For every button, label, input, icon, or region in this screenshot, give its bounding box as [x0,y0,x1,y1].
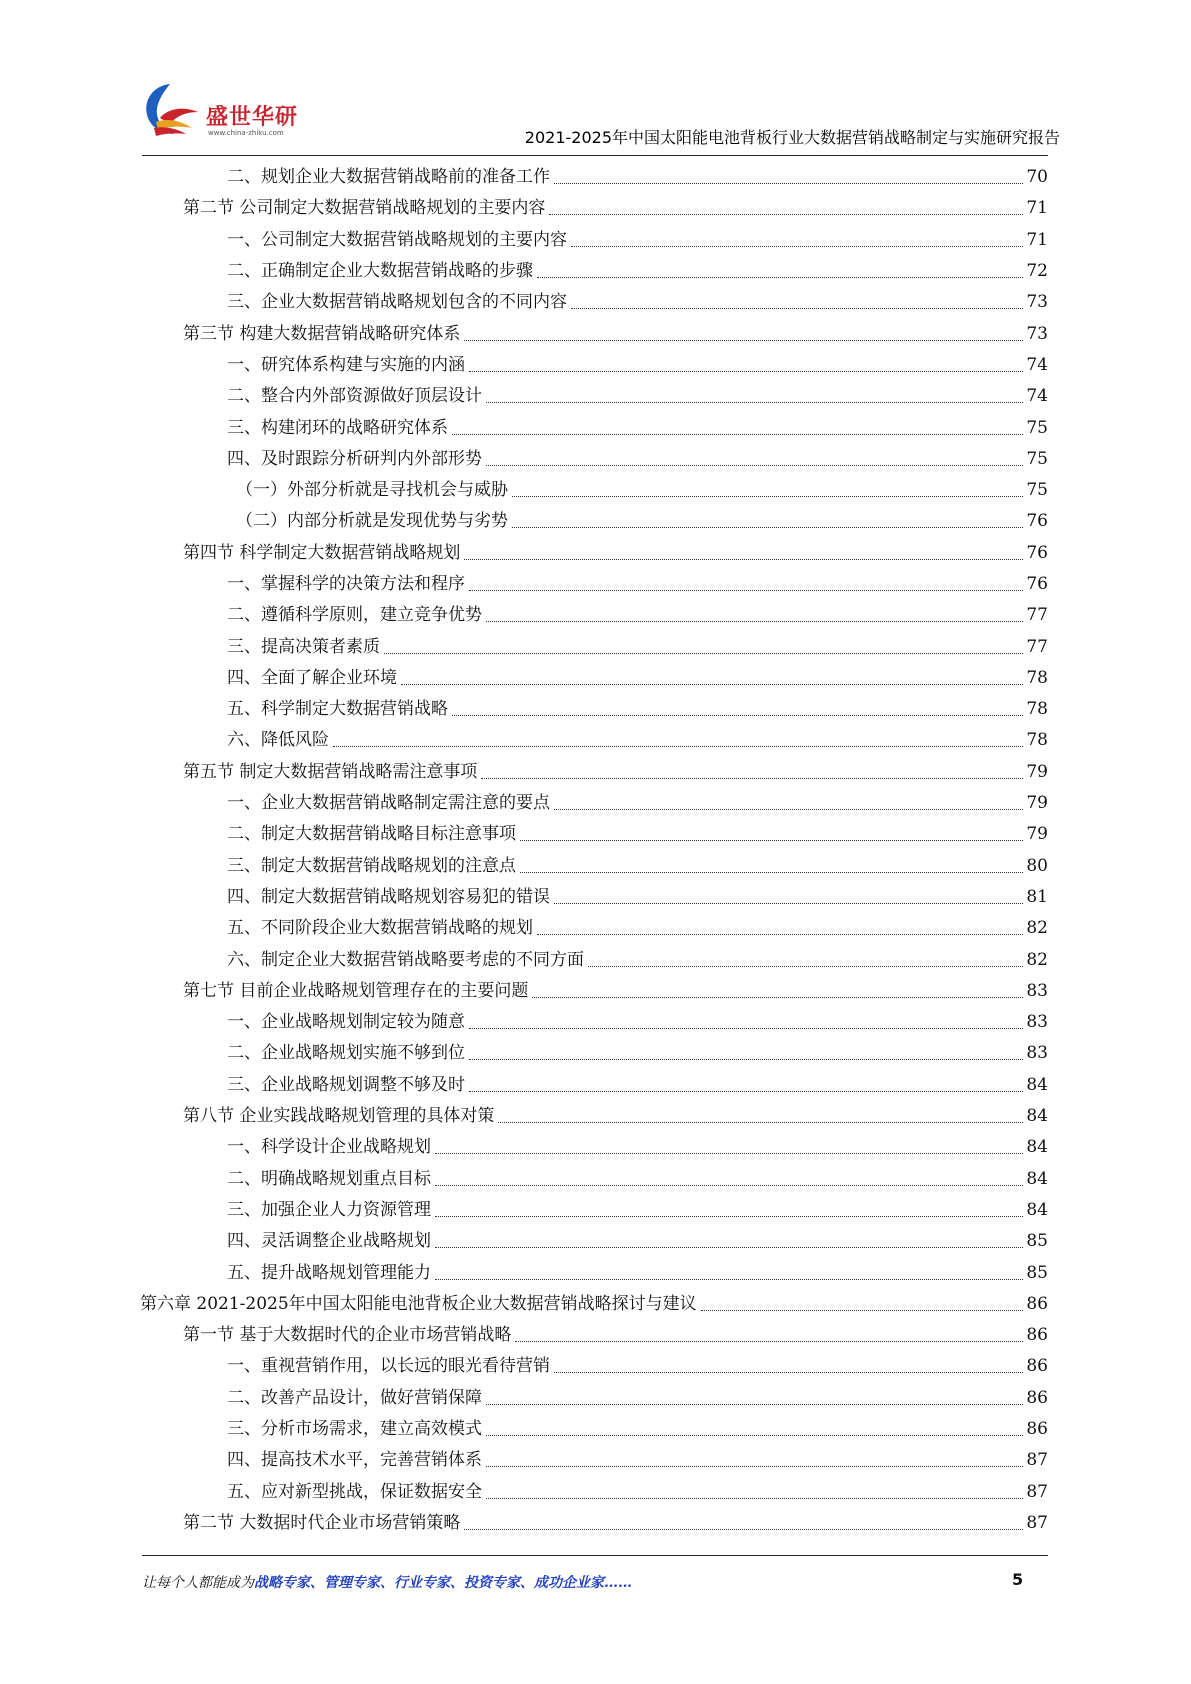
toc-entry-page: 83 [1026,980,1048,1001]
toc-entry[interactable] [140,381,1048,412]
toc-entry-label: 一、科学设计企业战略规划 [227,1137,431,1158]
toc-dot-leader [549,214,1023,215]
toc-entry[interactable] [140,538,1048,569]
toc-dot-leader [464,1529,1023,1530]
toc-entry[interactable] [140,1101,1048,1132]
toc-dot-leader [486,1466,1023,1467]
toc-dot-leader [435,1153,1023,1154]
toc-entry[interactable] [140,1257,1048,1288]
toc-entry-label: 一、研究体系构建与实施的内涵 [227,354,465,375]
toc-entry-page: 83 [1026,1012,1048,1033]
toc-entry[interactable] [140,569,1048,600]
toc-entry-label: （二）内部分析就是发现优势与劣势 [236,511,508,532]
toc-entry-page: 71 [1026,198,1048,219]
toc-entry[interactable] [140,757,1048,788]
toc-entry-label: 一、企业大数据营销战略制定需注意的要点 [227,793,550,814]
logo-url: www.china-zhiku.com [208,129,284,137]
toc-entry-label: 三、分析市场需求，建立高效模式 [227,1419,482,1440]
toc-entry[interactable] [140,1289,1048,1320]
toc-entry-label: （一）外部分析就是寻找机会与威胁 [236,480,508,501]
toc-entry-page: 81 [1026,886,1048,907]
toc-entry-page: 84 [1026,1199,1048,1220]
toc-entry[interactable] [140,600,1048,631]
toc-dot-leader [401,684,1023,685]
toc-dot-leader [537,277,1023,278]
toc-dot-leader [554,1372,1023,1373]
toc-dot-leader [481,778,1023,779]
toc-dot-leader [701,1310,1023,1311]
toc-dot-leader [588,966,1023,967]
toc-entry-page: 86 [1026,1325,1048,1346]
toc-entry-label: 第六章 2021-2025年中国太阳能电池背板企业大数据营销战略探讨与建议 [140,1293,697,1314]
toc-entry[interactable] [140,193,1048,224]
toc-entry[interactable] [140,694,1048,725]
toc-entry-page: 75 [1026,448,1048,469]
toc-entry-label: 一、企业战略规划制定较为随意 [227,1012,465,1033]
toc-dot-leader [435,1279,1023,1280]
toc-entry-page: 79 [1026,793,1048,814]
toc-entry-label: 三、构建闭环的战略研究体系 [227,417,448,438]
toc-dot-leader [571,308,1023,309]
toc-dot-leader [486,465,1023,466]
toc-entry[interactable] [140,913,1048,944]
toc-entry-page: 76 [1026,574,1048,594]
toc-entry-label: 三、企业大数据营销战略规划包含的不同内容 [227,292,567,313]
toc-entry-label: 六、制定企业大数据营销战略要考虑的不同方面 [227,949,584,970]
toc-entry-page: 77 [1026,605,1048,626]
toc-dot-leader [498,1122,1023,1123]
toc-entry[interactable] [140,318,1048,349]
toc-entry[interactable] [140,1164,1048,1195]
toc-dot-leader [464,559,1023,560]
toc-entry-label: 四、及时跟踪分析研判内外部形势 [227,448,482,469]
toc-entry-label: 一、重视营销作用，以长远的眼光看待营销 [227,1356,550,1377]
toc-entry-label: 二、改善产品设计，做好营销保障 [227,1387,482,1408]
toc-entry-page: 79 [1026,824,1048,845]
toc-entry-page: 76 [1026,511,1048,532]
toc-entry[interactable] [140,1383,1048,1414]
table-of-contents [140,162,1048,1539]
toc-entry[interactable] [140,1320,1048,1351]
toc-entry-page: 82 [1026,918,1048,939]
toc-dot-leader [520,840,1023,841]
toc-entry-page: 84 [1026,1106,1048,1127]
toc-entry-page: 70 [1026,167,1048,188]
toc-dot-leader [469,590,1023,591]
footer-slogan-highlight: 战略专家、管理专家、行业专家、投资专家、成功企业家…… [254,1575,632,1591]
page-number: 5 [1012,1570,1024,1589]
toc-entry[interactable] [140,1007,1048,1038]
toc-dot-leader [486,621,1023,622]
toc-entry[interactable] [140,944,1048,975]
toc-entry[interactable] [140,1351,1048,1382]
toc-entry[interactable] [140,506,1048,537]
toc-dot-leader [554,903,1023,904]
toc-entry-page: 84 [1026,1137,1048,1158]
toc-entry-label: 第八节 企业实践战略规划管理的具体对策 [183,1106,495,1127]
toc-dot-leader [486,1435,1023,1436]
toc-dot-leader [333,746,1023,747]
toc-entry-label: 五、不同阶段企业大数据营销战略的规划 [227,918,533,939]
toc-entry[interactable] [140,631,1048,662]
toc-entry-label: 二、企业战略规划实施不够到位 [227,1043,465,1064]
toc-entry-label: 第四节 科学制定大数据营销战略规划 [183,542,461,563]
toc-entry-label: 五、提升战略规划管理能力 [227,1262,431,1283]
toc-entry[interactable] [140,1508,1048,1539]
toc-entry-page: 85 [1026,1262,1048,1283]
toc-entry[interactable] [140,976,1048,1007]
toc-entry-label: 三、提高决策者素质 [227,636,380,657]
toc-dot-leader [469,1091,1023,1092]
toc-entry-page: 87 [1026,1512,1048,1533]
toc-entry[interactable] [140,256,1048,287]
toc-dot-leader [537,934,1023,935]
toc-entry-page: 86 [1026,1387,1048,1408]
toc-entry-page: 87 [1026,1450,1048,1471]
toc-dot-leader [512,496,1023,497]
toc-entry-label: 四、提高技术水平，完善营销体系 [227,1450,482,1471]
toc-entry[interactable] [140,225,1048,256]
toc-entry-page: 73 [1026,292,1048,313]
toc-entry-label: 二、规划企业大数据营销战略前的准备工作 [227,167,550,188]
logo-icon [140,78,204,142]
toc-entry-label: 三、企业战略规划调整不够及时 [227,1074,465,1095]
toc-entry-label: 一、公司制定大数据营销战略规划的主要内容 [227,229,567,250]
toc-entry-page: 84 [1026,1168,1048,1189]
toc-dot-leader [571,246,1023,247]
toc-entry-label: 第二节 公司制定大数据营销战略规划的主要内容 [183,198,546,219]
toc-entry[interactable] [140,725,1048,756]
toc-dot-leader [520,872,1023,873]
report-title: 2021-2025年中国太阳能电池背板行业大数据营销战略制定与实施研究报告 [524,128,1060,147]
toc-entry-page: 77 [1026,636,1048,657]
toc-entry-label: 四、制定大数据营销战略规划容易犯的错误 [227,886,550,907]
toc-entry-page: 83 [1026,1043,1048,1064]
toc-entry[interactable] [140,162,1048,193]
footer-slogan [142,1572,632,1592]
toc-entry[interactable] [140,663,1048,694]
toc-entry-page: 86 [1026,1293,1048,1314]
toc-entry[interactable] [140,1038,1048,1069]
toc-entry-label: 第二节 大数据时代企业市场营销策略 [183,1512,461,1533]
footer-slogan-prefix: 让每个人都能成为 [142,1575,254,1591]
toc-dot-leader [435,1185,1023,1186]
toc-entry-label: 六、降低风险 [227,730,329,751]
logo-name: 盛世华研 [206,105,299,130]
toc-dot-leader [435,1216,1023,1217]
toc-entry-page: 78 [1026,667,1048,688]
toc-entry-label: 四、灵活调整企业战略规划 [227,1231,431,1252]
toc-entry[interactable] [140,287,1048,318]
toc-entry[interactable] [140,1445,1048,1476]
toc-entry-label: 三、制定大数据营销战略规划的注意点 [227,855,516,876]
toc-dot-leader [469,1059,1023,1060]
toc-entry[interactable] [140,882,1048,913]
toc-entry-page: 86 [1026,1356,1048,1377]
toc-entry-label: 二、明确战略规划重点目标 [227,1168,431,1189]
toc-dot-leader [486,1404,1023,1405]
toc-dot-leader [384,653,1023,654]
toc-entry-page: 75 [1026,417,1048,438]
toc-entry[interactable] [140,1132,1048,1163]
toc-dot-leader [452,434,1023,435]
toc-entry-label: 二、整合内外部资源做好顶层设计 [227,386,482,407]
toc-dot-leader [486,402,1023,403]
header-divider [142,155,1048,156]
toc-entry[interactable] [140,1476,1048,1507]
toc-entry-label: 三、加强企业人力资源管理 [227,1199,431,1220]
toc-entry-label: 一、掌握科学的决策方法和程序 [227,574,465,594]
toc-entry-label: 二、制定大数据营销战略目标注意事项 [227,824,516,845]
toc-entry-label: 二、正确制定企业大数据营销战略的步骤 [227,261,533,282]
toc-entry-page: 78 [1026,699,1048,720]
toc-entry[interactable] [140,444,1048,475]
toc-entry[interactable] [140,1226,1048,1257]
toc-entry-page: 87 [1026,1481,1048,1502]
toc-dot-leader [435,1247,1023,1248]
toc-entry-page: 79 [1026,761,1048,782]
toc-dot-leader [515,1341,1023,1342]
toc-entry-label: 五、科学制定大数据营销战略 [227,699,448,720]
toc-entry-page: 84 [1026,1074,1048,1095]
toc-entry[interactable] [140,1070,1048,1101]
toc-entry[interactable] [140,1414,1048,1445]
toc-dot-leader [554,809,1023,810]
toc-entry-page: 76 [1026,542,1048,563]
toc-dot-leader [469,1028,1023,1029]
toc-entry[interactable] [140,475,1048,506]
toc-entry-page: 72 [1026,261,1048,282]
toc-entry[interactable] [140,1195,1048,1226]
toc-entry-page: 82 [1026,949,1048,970]
toc-entry-label: 五、应对新型挑战，保证数据安全 [227,1481,482,1502]
toc-entry-page: 86 [1026,1419,1048,1440]
toc-entry-label: 第七节 目前企业战略规划管理存在的主要问题 [183,980,529,1001]
toc-entry-label: 二、遵循科学原则，建立竞争优势 [227,605,482,626]
toc-dot-leader [464,340,1023,341]
toc-entry-page: 78 [1026,730,1048,751]
toc-entry[interactable] [140,788,1048,819]
toc-entry-page: 71 [1026,229,1048,250]
toc-dot-leader [469,371,1023,372]
toc-entry-label: 四、全面了解企业环境 [227,667,397,688]
toc-dot-leader [452,715,1023,716]
toc-dot-leader [554,183,1023,184]
footer-divider [142,1555,1048,1556]
company-logo [140,78,340,148]
toc-entry[interactable] [140,851,1048,882]
toc-entry[interactable] [140,412,1048,443]
toc-entry-page: 85 [1026,1231,1048,1252]
toc-entry[interactable] [140,819,1048,850]
toc-entry-label: 第三节 构建大数据营销战略研究体系 [183,323,461,344]
toc-entry[interactable] [140,350,1048,381]
toc-entry-label: 第一节 基于大数据时代的企业市场营销战略 [183,1325,512,1346]
toc-dot-leader [512,527,1023,528]
toc-dot-leader [532,997,1023,998]
toc-entry-page: 80 [1026,855,1048,876]
toc-entry-page: 74 [1026,386,1048,407]
toc-entry-page: 75 [1026,480,1048,501]
toc-entry-page: 74 [1026,354,1048,375]
toc-entry-page: 73 [1026,323,1048,344]
page-header [140,78,1060,156]
toc-entry-label: 第五节 制定大数据营销战略需注意事项 [183,761,478,782]
toc-dot-leader [486,1498,1023,1499]
